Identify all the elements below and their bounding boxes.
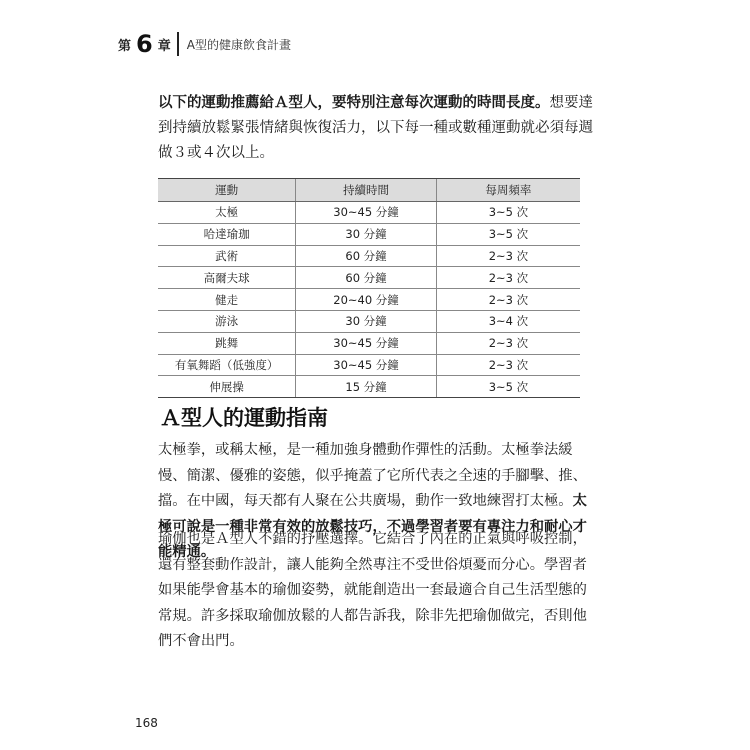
table-cell: 30 分鐘	[296, 223, 437, 245]
table-cell: 60 分鐘	[296, 245, 437, 267]
table-cell: 3~5 次	[436, 202, 580, 224]
section-heading: Ａ型人的運動指南	[160, 405, 328, 430]
table-row	[158, 289, 580, 311]
table-cell: 3~5 次	[436, 376, 580, 398]
intro-normal-text: 想要達到持續放鬆緊張情緒與恢復活力，以下每一種或數種運動就必須每週做３或４次以上。	[158, 95, 593, 161]
table-header-row	[158, 179, 580, 202]
table-cell: 2~3 次	[436, 332, 580, 354]
header-divider	[177, 32, 179, 56]
table-cell: 3~5 次	[436, 223, 580, 245]
paragraph-bold-text: 太極可說是一種非常有效的放鬆技巧，不過學習者要有專注力和耐心才能精通。	[158, 493, 587, 560]
table-cell: 有氧舞蹈（低強度）	[158, 354, 296, 376]
table-cell: 30 分鐘	[296, 310, 437, 332]
table-cell: 2~3 次	[436, 289, 580, 311]
paragraph-text: 瑜伽也是Ａ型人不錯的抒壓選擇。它結合了內在的正氣與呼吸控制，還有整套動作設計，讓人能夠全然專注不受世俗煩憂而分心。學習者如果能學會基本的瑜伽姿勢，就能創造出一套最適合自己生活型態的常規。許多採取瑜伽放鬆的人都告訴我，除非先把瑜伽做完，否則他們不會出門。	[158, 531, 587, 649]
table-row	[158, 332, 580, 354]
chapter-suffix: 章	[157, 38, 171, 54]
table-row	[158, 267, 580, 289]
chapter-number: 6	[136, 30, 153, 58]
chapter-title: A型的健康飲食計畫	[186, 37, 291, 52]
table-cell: 2~3 次	[436, 354, 580, 376]
table-cell: 2~3 次	[436, 267, 580, 289]
table-row	[158, 223, 580, 245]
table-cell: 跳舞	[158, 332, 296, 354]
table-cell: 2~3 次	[436, 245, 580, 267]
column-header: 持續時間	[296, 179, 437, 202]
table-cell: 太極	[158, 202, 296, 224]
table-row	[158, 354, 580, 376]
table-cell: 3~4 次	[436, 310, 580, 332]
yoga-paragraph	[158, 527, 598, 655]
column-header: 運動	[158, 179, 296, 202]
exercise-table	[158, 178, 580, 398]
table-cell: 武術	[158, 245, 296, 267]
table-row	[158, 376, 580, 398]
table-row	[158, 310, 580, 332]
table-cell: 30~45 分鐘	[296, 202, 437, 224]
table-cell: 30~45 分鐘	[296, 332, 437, 354]
page-number: 168	[135, 716, 158, 730]
table-row	[158, 245, 580, 267]
chapter-prefix: 第	[118, 38, 132, 54]
table-cell: 20~40 分鐘	[296, 289, 437, 311]
table-cell: 哈達瑜珈	[158, 223, 296, 245]
chapter-header	[118, 30, 291, 58]
table-cell: 15 分鐘	[296, 376, 437, 398]
table-cell: 高爾夫球	[158, 267, 296, 289]
table-cell: 游泳	[158, 310, 296, 332]
table-cell: 30~45 分鐘	[296, 354, 437, 376]
table-cell: 60 分鐘	[296, 267, 437, 289]
table-cell: 伸展操	[158, 376, 296, 398]
paragraph-text: 太極拳，或稱太極，是一種加強身體動作彈性的活動。太極拳法緩慢、簡潔、優雅的姿態，似乎掩蓋了它所代表之全速的手腳擊、推、擋。在中國，每天都有人聚在公共廣場，動作一致地練習打太極。	[158, 442, 587, 509]
table-row	[158, 202, 580, 224]
table-cell: 健走	[158, 289, 296, 311]
intro-bold-text: 以下的運動推薦給Ａ型人，要特別注意每次運動的時間長度。	[158, 94, 550, 111]
intro-paragraph	[158, 90, 598, 166]
column-header: 每周頻率	[436, 179, 580, 202]
